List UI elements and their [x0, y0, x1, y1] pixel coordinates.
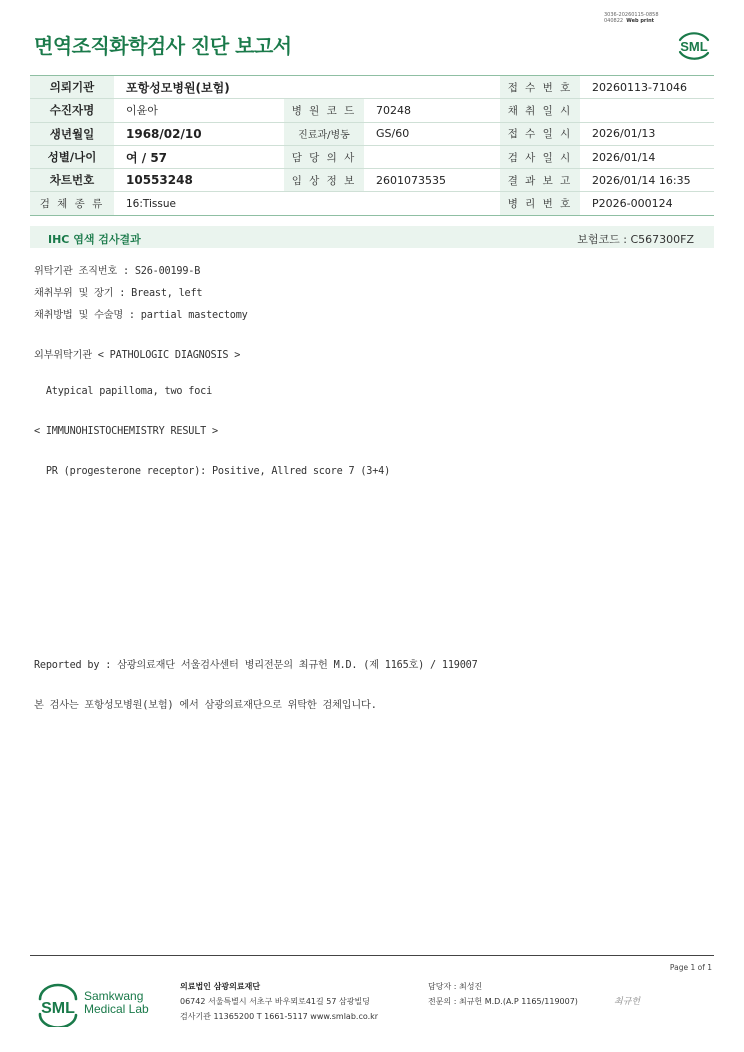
label-patient-name: 수진자명	[30, 99, 114, 122]
ihc-result-heading: < IMMUNOHISTOCHEMISTRY RESULT >	[34, 426, 218, 437]
value-receipt-number: 20260113-71046	[580, 76, 714, 99]
specimen-id-line: 위탁기관 조직번호 : S26-00199-B	[34, 266, 201, 277]
label-collection-date: 채 취 일 시	[500, 99, 580, 122]
reported-by: Reported by : 삼광의료재단 서울검사센터 병리전문의 최규헌 M.D. (제 1165호) / 119007	[34, 660, 478, 671]
footer-contact-person: 담당자 : 최성진	[428, 982, 483, 991]
value-collection-date	[580, 99, 714, 122]
lab-name	[84, 990, 149, 1016]
footer-logo-text: SML	[41, 1000, 75, 1017]
print-code-mode: Web print	[626, 18, 655, 24]
table-row	[30, 192, 714, 215]
label-result-report: 결 과 보 고	[500, 169, 580, 192]
value-pathology-number: P2026-000124	[580, 192, 714, 215]
footer-lab-info: 검사기관 11365200 T 1661-5117 www.smlab.co.kr	[180, 1012, 379, 1021]
table-row	[30, 76, 714, 99]
ihc-result-pr: PR (progesterone receptor): Positive, Allred score 7 (3+4)	[34, 466, 391, 477]
value-clinical-info: 2601073535	[364, 169, 500, 192]
table-row	[30, 169, 714, 192]
document-title: 면역조직화학검사 진단 보고서	[34, 34, 292, 58]
label-test-date: 검 사 일 시	[500, 145, 580, 168]
print-code-number: 040822	[604, 18, 624, 24]
print-code	[604, 12, 659, 24]
sml-logo-icon	[674, 26, 714, 66]
lab-name-line1: Samkwang	[84, 989, 144, 1003]
insurance-code: 보험코드 : C567300FZ	[577, 233, 694, 246]
value-receipt-date: 2026/01/13	[580, 122, 714, 145]
procedure-line: 채취방법 및 수술명 : partial mastectomy	[34, 310, 248, 321]
referral-note: 본 검사는 포항성모병원(보험) 에서 삼광의료재단으로 위탁한 검체입니다.	[34, 700, 377, 711]
value-attending-doctor	[364, 145, 500, 168]
value-result-report: 2026/01/14 16:35	[580, 169, 714, 192]
value-sex-age: 여 / 57	[114, 145, 284, 168]
patient-info-table	[30, 75, 714, 216]
print-code-line2	[604, 18, 659, 24]
footer-specialist: 전문의 : 최규헌 M.D.(A.P 1165/119007)	[428, 997, 578, 1006]
table-row	[30, 145, 714, 168]
value-chart-number: 10553248	[114, 169, 284, 192]
print-code-line1: 3036-20260115-0858	[604, 12, 659, 18]
sml-footer-logo-icon	[36, 983, 80, 1031]
value-patient-name: 이윤아	[114, 99, 284, 122]
label-sex-age: 성별/나이	[30, 145, 114, 168]
pathologic-diagnosis: Atypical papilloma, two foci	[34, 386, 213, 397]
value-specimen-type: 16:Tissue	[114, 192, 500, 215]
label-chart-number: 차트번호	[30, 169, 114, 192]
footer-organization: 의료법인 삼광의료재단	[180, 982, 261, 991]
label-hospital-code: 병 원 코 드	[284, 99, 364, 122]
label-clinical-info: 임 상 정 보	[284, 169, 364, 192]
logo-text: SML	[680, 39, 708, 54]
pathologic-diagnosis-heading: 외부위탁기관 < PATHOLOGIC DIAGNOSIS >	[34, 350, 241, 361]
specialist-signature: 최규헌	[614, 997, 641, 1007]
label-receipt-date: 접 수 일 시	[500, 122, 580, 145]
value-birth-date: 1968/02/10	[114, 122, 284, 145]
label-specimen-type: 검 체 종 류	[30, 192, 114, 215]
value-department-ward: GS/60	[364, 122, 500, 145]
lab-name-line2: Medical Lab	[84, 1002, 149, 1016]
label-birth-date: 생년월일	[30, 122, 114, 145]
table-row	[30, 99, 714, 122]
value-test-date: 2026/01/14	[580, 145, 714, 168]
label-receipt-number: 접 수 번 호	[500, 76, 580, 99]
page-number: Page 1 of 1	[669, 963, 712, 972]
section-title: IHC 염색 검사결과	[48, 233, 141, 246]
label-department-ward: 진료과/병동	[284, 122, 364, 145]
ihc-result-section-header	[30, 226, 714, 248]
table-row	[30, 122, 714, 145]
footer-divider	[30, 955, 714, 956]
value-requesting-institution: 포항성모병원(보험)	[114, 76, 500, 99]
footer-address: 06742 서울특별시 서초구 바우뫼로41길 57 삼광빌딩	[180, 997, 370, 1006]
label-requesting-institution: 의뢰기관	[30, 76, 114, 99]
value-hospital-code: 70248	[364, 99, 500, 122]
label-attending-doctor: 담 당 의 사	[284, 145, 364, 168]
collection-site-line: 채취부위 및 장기 : Breast, left	[34, 288, 203, 299]
label-pathology-number: 병 리 번 호	[500, 192, 580, 215]
